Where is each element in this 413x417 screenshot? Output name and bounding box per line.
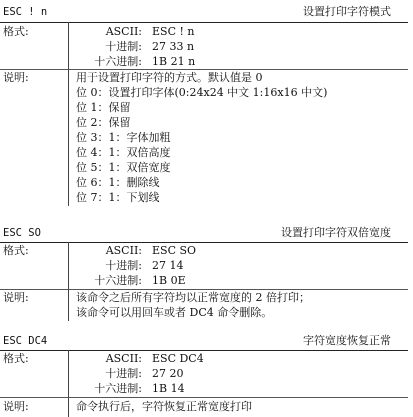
format-row-decimal bbox=[0, 40, 142, 54]
explain-label: 说明: bbox=[3, 400, 29, 413]
hex-label: 十六进制: bbox=[94, 55, 142, 68]
note-line: 位 6：1：删除线 bbox=[76, 176, 160, 189]
explain-label: 说明: bbox=[3, 71, 29, 84]
format-row-ascii bbox=[0, 352, 142, 366]
format-row-ascii bbox=[0, 244, 142, 258]
header-rule bbox=[0, 350, 408, 351]
decimal-value: 27 14 bbox=[152, 259, 184, 272]
format-row-ascii bbox=[0, 25, 142, 39]
note-line: 位 0：设置打印字体(0:24x24 中文 1:16x16 中文) bbox=[76, 86, 328, 99]
divider-line bbox=[68, 242, 69, 289]
note-line: 该命令可以用回车或者 DC4 命令删除。 bbox=[76, 306, 273, 319]
note-line: 用于设置打印字符的方式。默认值是 0 bbox=[76, 71, 263, 84]
note-line: 位 3：1：字体加粗 bbox=[76, 131, 171, 144]
section-rule bbox=[0, 397, 408, 398]
decimal-value: 27 33 n bbox=[152, 40, 195, 53]
ascii-label: ASCII: bbox=[105, 25, 142, 38]
command-title: 字符宽度恢复正常 bbox=[303, 334, 391, 347]
explain-label: 说明: bbox=[3, 291, 29, 304]
hex-label: 十六进制: bbox=[94, 274, 142, 287]
hex-value: 1B 0E bbox=[152, 274, 186, 287]
command-name: ESC ! n bbox=[3, 6, 48, 18]
section-rule bbox=[0, 69, 408, 70]
section-header bbox=[0, 225, 413, 241]
note-line: 位 5：1：双倍宽度 bbox=[76, 161, 171, 174]
header-rule bbox=[0, 22, 408, 23]
note-line: 位 4：1：双倍高度 bbox=[76, 146, 171, 159]
format-row-hex bbox=[0, 382, 142, 396]
decimal-label: 十进制: bbox=[105, 259, 142, 272]
ascii-value: ESC ! n bbox=[152, 25, 195, 38]
format-label: 格式: bbox=[3, 25, 29, 38]
format-row-hex bbox=[0, 274, 142, 288]
note-line: 位 7：1：下划线 bbox=[76, 191, 160, 204]
header-rule bbox=[0, 242, 408, 243]
ascii-label: ASCII: bbox=[105, 244, 142, 257]
command-name: ESC DC4 bbox=[3, 335, 48, 347]
divider-line bbox=[68, 22, 69, 69]
hex-value: 1B 21 n bbox=[152, 55, 196, 68]
command-title: 设置打印字符模式 bbox=[303, 5, 391, 18]
command-name: ESC SO bbox=[3, 227, 41, 239]
command-title: 设置打印字符双倍宽度 bbox=[281, 226, 391, 239]
format-label: 格式: bbox=[3, 244, 29, 257]
decimal-label: 十进制: bbox=[105, 40, 142, 53]
section-header bbox=[0, 333, 413, 349]
format-label: 格式: bbox=[3, 352, 29, 365]
ascii-label: ASCII: bbox=[105, 352, 142, 365]
note-line: 位 2：保留 bbox=[76, 116, 131, 129]
format-row-decimal bbox=[0, 259, 142, 273]
divider-line bbox=[68, 289, 69, 321]
note-line: 位 1：保留 bbox=[76, 101, 131, 114]
divider-line bbox=[68, 69, 69, 206]
hex-label: 十六进制: bbox=[94, 382, 142, 395]
format-row-hex bbox=[0, 55, 142, 69]
format-row-decimal bbox=[0, 367, 142, 381]
decimal-value: 27 20 bbox=[152, 367, 184, 380]
decimal-label: 十进制: bbox=[105, 367, 142, 380]
note-line: 该命令之后所有字符均以正常宽度的 2 倍打印； bbox=[76, 291, 310, 304]
section-rule bbox=[0, 289, 408, 290]
divider-line bbox=[68, 350, 69, 417]
hex-value: 1B 14 bbox=[152, 382, 185, 395]
note-line: 命令执行后，字符恢复正常宽度打印 bbox=[76, 400, 252, 413]
ascii-value: ESC DC4 bbox=[152, 352, 204, 365]
ascii-value: ESC SO bbox=[152, 244, 197, 257]
